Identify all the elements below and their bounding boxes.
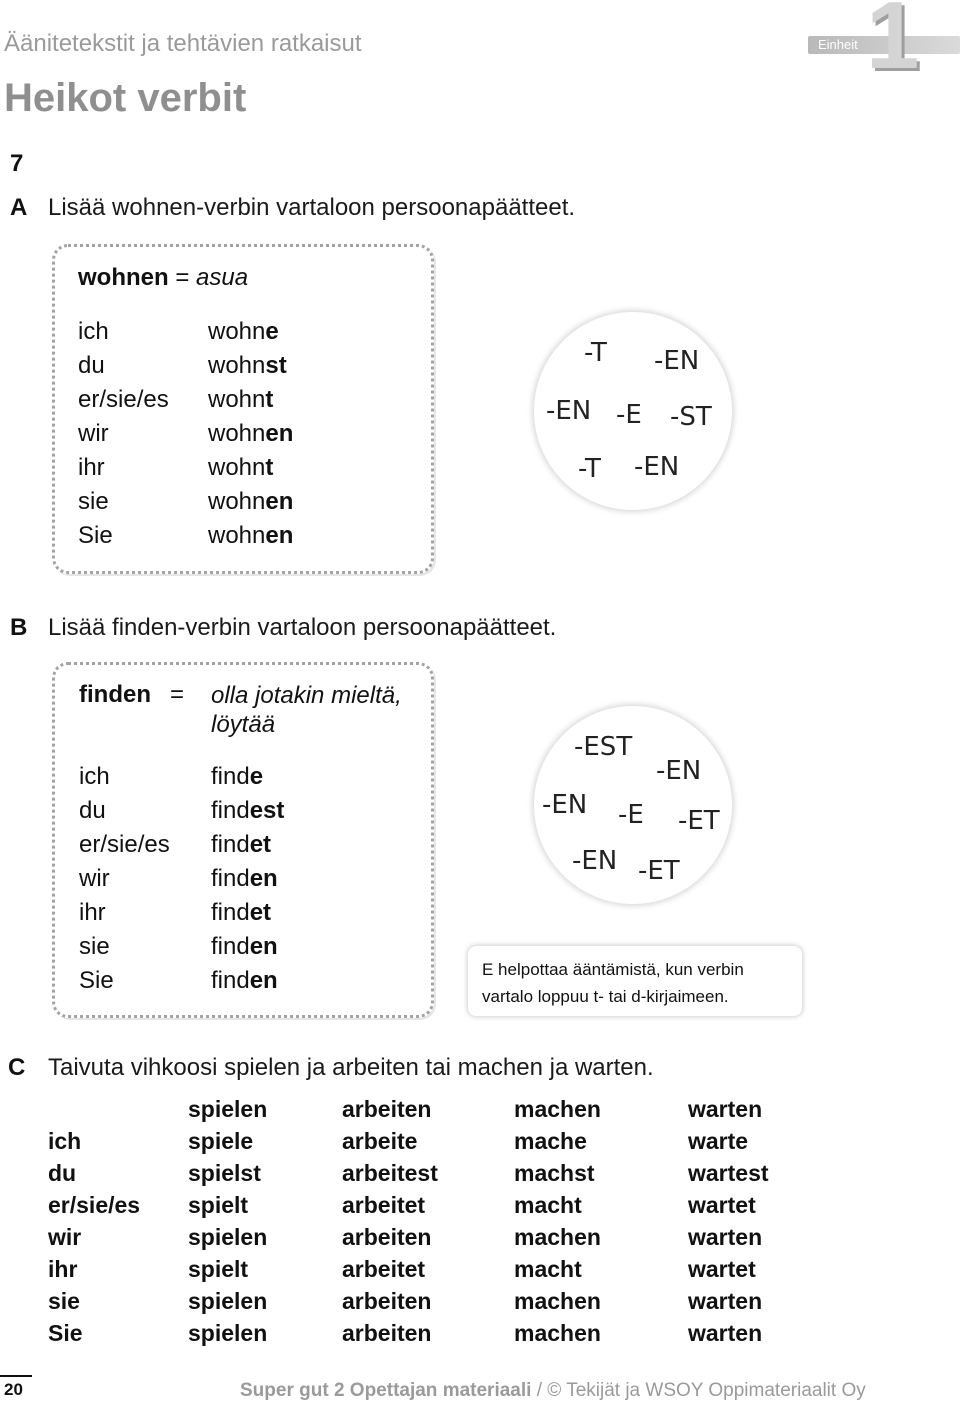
ending-t: -T: [584, 338, 607, 368]
table-cell: machst: [514, 1160, 595, 1186]
pronoun: sie: [79, 933, 110, 960]
verb-stem: find: [211, 865, 250, 892]
table-cell: machen: [514, 1320, 601, 1346]
verb-stem: wohn: [208, 420, 266, 447]
ending-en: -EN: [572, 846, 618, 876]
meaning-line-2: löytää: [211, 711, 276, 738]
ending-e: -E: [616, 400, 642, 430]
page-title: Heikot verbit: [4, 76, 247, 120]
wohnen-rows: [78, 318, 408, 558]
verb-form: [208, 386, 273, 414]
table-pronoun: du: [48, 1160, 77, 1186]
pronoun: ihr: [79, 899, 106, 926]
table-cell: spielt: [188, 1256, 249, 1282]
footer-rule: [0, 1375, 32, 1377]
table-cell: arbeitest: [342, 1160, 438, 1186]
pronoun: du: [79, 797, 106, 824]
pronoun: er/sie/es: [79, 831, 170, 858]
section-c-instruction: Taivuta vihkoosi spielen ja arbeiten tai machen ja warten.: [48, 1054, 654, 1081]
finden-definition: [79, 681, 151, 709]
table-cell: spielst: [188, 1160, 261, 1186]
verb-form: [208, 352, 287, 380]
table-cell: arbeiten: [342, 1320, 432, 1346]
finden-rows: [79, 763, 409, 1003]
verb-stem: wohn: [208, 352, 266, 379]
note-line-2: vartalo loppuu t- tai d-kirjaimeen.: [482, 987, 729, 1006]
verb-wohnen: wohnen: [78, 264, 169, 291]
ending-et: -ET: [638, 856, 680, 886]
verb-ending: est: [249, 797, 285, 824]
verb-ending: et: [249, 899, 272, 926]
verb-ending: en: [249, 967, 278, 994]
pronoun: ich: [78, 318, 109, 345]
table-pronoun: ich: [48, 1128, 82, 1154]
ending-en: -EN: [546, 396, 592, 426]
verb-form: [211, 763, 263, 791]
table-cell: wartet: [688, 1256, 756, 1282]
table-cell: arbeite: [342, 1128, 418, 1154]
wohnen-definition: [78, 264, 248, 292]
verb-ending: en: [249, 865, 278, 892]
meaning-line-1: olla jotakin mieltä,: [211, 682, 402, 709]
verb-form: [208, 488, 293, 516]
verb-ending: en: [249, 933, 278, 960]
table-cell: mache: [514, 1128, 587, 1154]
verb-form: [208, 454, 273, 482]
table-cell: wartet: [688, 1192, 756, 1218]
verb-stem: wohn: [208, 522, 266, 549]
conjugation-table: [0, 1096, 960, 1356]
pronoun: wir: [79, 865, 110, 892]
table-pronoun: er/sie/es: [48, 1192, 141, 1218]
note-line-1: E helpottaa ääntämistä, kun verbin: [482, 960, 744, 979]
verb-ending: e: [249, 763, 264, 790]
ending-est: -EST: [574, 732, 633, 762]
table-cell: warten: [688, 1288, 763, 1314]
equals-sign: =: [170, 681, 185, 708]
pronoun: wir: [78, 420, 109, 447]
verb-ending: st: [265, 352, 287, 379]
verb-ending: t: [265, 386, 274, 413]
pronoun: ihr: [78, 454, 105, 481]
finden-meaning: [211, 681, 402, 739]
pronoun: er/sie/es: [78, 386, 169, 413]
footer-credit: [240, 1380, 866, 1402]
verb-stem: find: [211, 763, 250, 790]
table-pronoun: ihr: [48, 1256, 78, 1282]
table-cell: spiele: [188, 1128, 254, 1154]
exercise-number: 7: [10, 150, 24, 177]
verb-ending: e: [265, 318, 279, 345]
table-cell: spielen: [188, 1224, 268, 1250]
verb-form: [208, 318, 279, 346]
ending-en: -EN: [656, 756, 702, 786]
verb-stem: wohn: [208, 386, 266, 413]
equals-sign: =: [175, 264, 190, 291]
verb-stem: wohn: [208, 488, 266, 515]
column-header: warten: [688, 1096, 763, 1122]
table-cell: spielen: [188, 1320, 268, 1346]
pronoun: Sie: [79, 967, 114, 994]
verb-ending: en: [265, 488, 294, 515]
verb-stem: find: [211, 933, 250, 960]
verb-ending: en: [265, 420, 294, 447]
section-b-letter: B: [10, 614, 28, 641]
table-cell: arbeitet: [342, 1256, 426, 1282]
table-cell: macht: [514, 1256, 582, 1282]
section-a-letter: A: [10, 194, 28, 221]
verb-stem: find: [211, 831, 250, 858]
ending-en: -EN: [634, 452, 680, 482]
table-cell: warten: [688, 1224, 763, 1250]
table-cell: spielen: [188, 1288, 268, 1314]
verb-stem: wohn: [208, 454, 266, 481]
copyright: © Tekijät ja WSOY Oppimateriaalit Oy: [547, 1380, 866, 1401]
pronoun: sie: [78, 488, 109, 515]
pronoun: du: [78, 352, 105, 379]
verb-form: [211, 899, 271, 927]
verb-ending: et: [249, 831, 272, 858]
table-cell: arbeiten: [342, 1224, 432, 1250]
unit-label: Einheit: [818, 37, 858, 52]
finden-endings: [534, 706, 732, 904]
verb-form: [211, 831, 271, 859]
table-cell: warten: [688, 1320, 763, 1346]
ending-en: -EN: [654, 346, 700, 376]
book-title: Super gut 2 Opettajan materiaali: [240, 1380, 532, 1401]
section-a-instruction: Lisää wohnen-verbin vartaloon persoonapäätteet.: [48, 194, 576, 221]
verb-stem: find: [211, 899, 250, 926]
verb-ending: en: [265, 522, 294, 549]
verb-stem: find: [211, 967, 250, 994]
running-title: Äänitetekstit ja tehtävien ratkaisut: [4, 30, 362, 57]
verb-finden: finden: [79, 681, 151, 708]
verb-ending: t: [265, 454, 274, 481]
table-cell: arbeitet: [342, 1192, 426, 1218]
table-cell: wartest: [688, 1160, 769, 1186]
section-c-letter: C: [8, 1054, 26, 1081]
verb-stem: find: [211, 797, 250, 824]
ending-en: -EN: [542, 790, 588, 820]
table-cell: arbeiten: [342, 1288, 432, 1314]
column-header: machen: [514, 1096, 601, 1122]
meaning-asua: asua: [196, 264, 249, 291]
table-pronoun: sie: [48, 1288, 80, 1314]
table-pronoun: wir: [48, 1224, 82, 1250]
verb-form: [211, 967, 278, 995]
verb-form: [211, 933, 278, 961]
verb-form: [208, 420, 293, 448]
table-cell: machen: [514, 1288, 601, 1314]
footer-separator: /: [536, 1380, 542, 1401]
table-cell: spielt: [188, 1192, 249, 1218]
unit-number: 1: [866, 0, 920, 89]
table-cell: machen: [514, 1224, 601, 1250]
table-cell: warte: [688, 1128, 749, 1154]
ending-et: -ET: [678, 806, 720, 836]
verb-stem: wohn: [208, 318, 266, 345]
wohnen-endings: [534, 312, 732, 510]
ending-st: -ST: [670, 402, 712, 432]
verb-form: [211, 797, 284, 825]
ending-t: -T: [578, 454, 601, 484]
pronunciation-note: [468, 946, 802, 1016]
verb-form: [211, 865, 278, 893]
page-number: 20: [4, 1380, 23, 1399]
verb-form: [208, 522, 293, 550]
column-header: arbeiten: [342, 1096, 432, 1122]
pronoun: ich: [79, 763, 110, 790]
table-cell: macht: [514, 1192, 582, 1218]
column-header: spielen: [188, 1096, 268, 1122]
section-b-instruction: Lisää finden-verbin vartaloon persoonapäätteet.: [48, 614, 557, 641]
table-pronoun: Sie: [48, 1320, 83, 1346]
ending-e: -E: [618, 800, 644, 830]
pronoun: Sie: [78, 522, 113, 549]
